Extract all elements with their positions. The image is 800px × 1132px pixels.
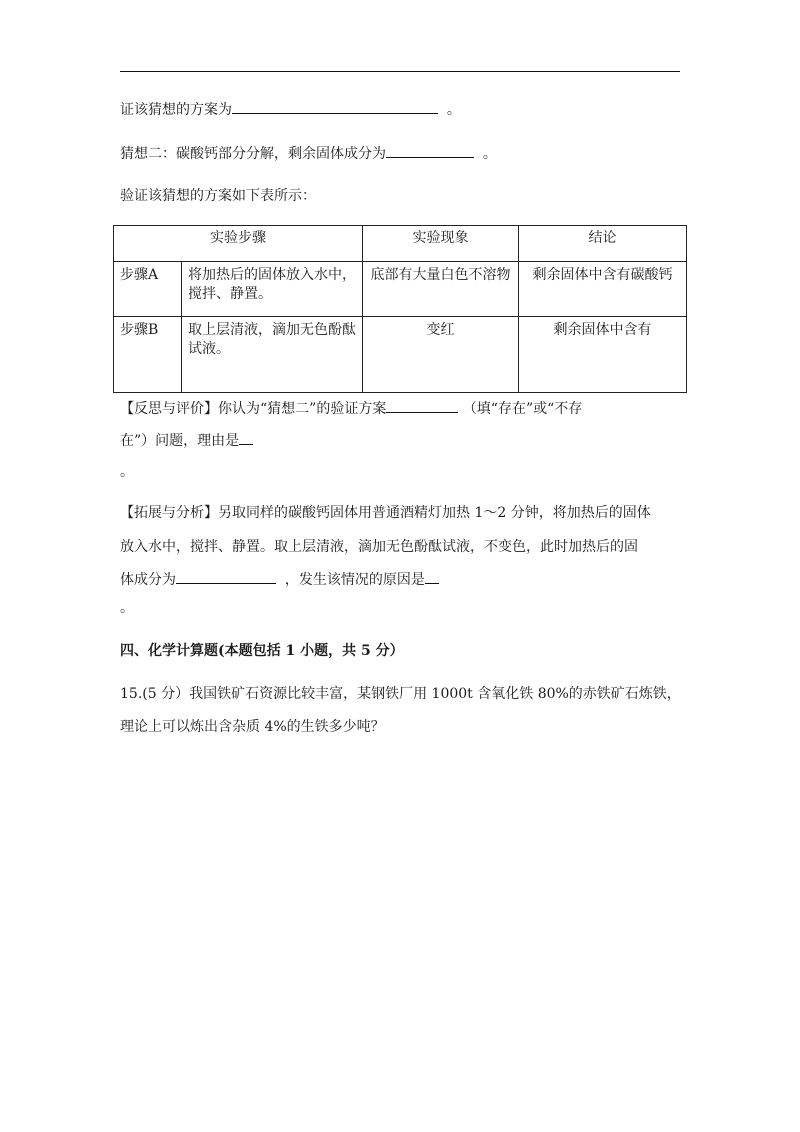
paragraph-reflection-cont: [120, 430, 253, 451]
step-action: 将加热后的固体放入水中，搅拌、静置。: [182, 262, 363, 317]
question-15-line-1: 15.(5 分）我国铁矿石资源比较丰富，某钢铁厂用 1000t 含氧化铁 80%的赤铁矿石炼铁，: [120, 686, 681, 702]
reflection-text-b: （填“存在”或“不存: [462, 401, 583, 417]
table-header-row: [114, 226, 687, 262]
header-phenomenon: 实验现象: [363, 226, 519, 262]
question-15-line-2: 理论上可以炼出含杂质 4%的生铁多少吨？: [120, 719, 385, 735]
answer-blank[interactable]: [425, 569, 439, 584]
step-conclusion: 剩余固体中含有碳酸钙: [519, 262, 687, 317]
reflection-text-c: 在”）问题，理由是: [120, 433, 240, 449]
sentence-end: 。: [482, 146, 497, 162]
step-label: 步骤B: [114, 317, 182, 393]
answer-blank[interactable]: [239, 430, 253, 445]
answer-blank[interactable]: [386, 398, 458, 413]
reflection-end: 。: [120, 464, 134, 480]
paragraph-scheme-1: [120, 99, 461, 120]
step-phenomenon: 底部有大量白色不溶物: [363, 262, 519, 317]
answer-blank[interactable]: [232, 99, 438, 114]
header-conclusion: 结论: [519, 226, 687, 262]
experiment-table: [113, 225, 687, 393]
step-action: 取上层清液，滴加无色酚酞试液。: [182, 317, 363, 393]
answer-blank[interactable]: [176, 569, 276, 584]
reflection-text-a: 【反思与评价】你认为“猜想二”的验证方案: [120, 401, 387, 417]
step-phenomenon: 变红: [363, 317, 519, 393]
paragraph-table-intro: 验证该猜想的方案如下表所示：: [120, 188, 316, 204]
paragraph-expand-2: 放入水中，搅拌、静置。取上层清液，滴加无色酚酞试液，不变色，此时加热后的固: [120, 539, 638, 555]
scheme-1-text: 证该猜想的方案为: [120, 102, 232, 118]
header-steps: 实验步骤: [114, 226, 363, 262]
step-conclusion: 剩余固体中含有: [519, 317, 687, 393]
paragraph-expand-3: [120, 569, 439, 590]
table-row: [114, 262, 687, 317]
section-4-heading: 四、化学计算题(本题包括 1 小题，共 5 分）: [120, 643, 404, 659]
expand-text-a: 体成分为: [120, 572, 176, 588]
table-row: [114, 317, 687, 393]
step-label: 步骤A: [114, 262, 182, 317]
sentence-end: 。: [446, 102, 461, 118]
paragraph-expand-1: 【拓展与分析】另取同样的碳酸钙固体用普通酒精灯加热 1～2 分钟，将加热后的固体: [120, 505, 651, 521]
answer-blank[interactable]: [386, 143, 474, 158]
header-rule: [120, 71, 680, 72]
hypothesis-2-text: 猜想二：碳酸钙部分分解，剩余固体成分为: [120, 146, 386, 162]
expand-end: 。: [120, 600, 134, 616]
paragraph-reflection: [120, 398, 582, 419]
expand-text-b: ，发生该情况的原因是: [284, 572, 425, 588]
paragraph-hypothesis-2: [120, 143, 497, 164]
